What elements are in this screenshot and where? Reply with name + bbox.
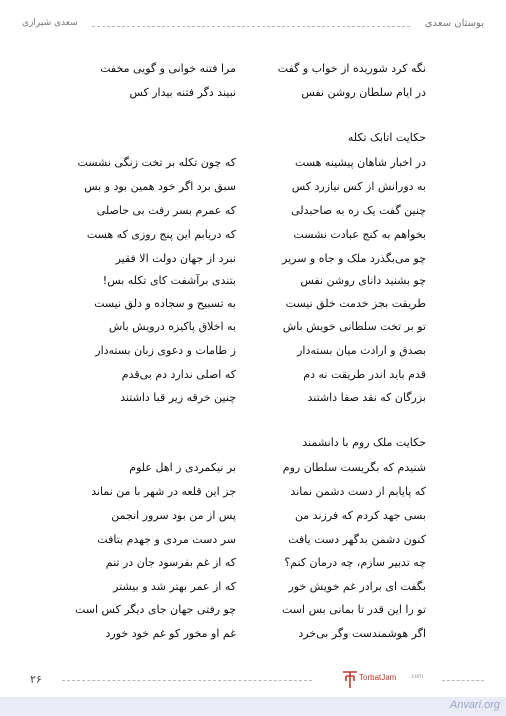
footer-divider [442,680,484,681]
logo-domain: .com [410,674,424,680]
verse-right: بسی جهد کردم که فرزند من [294,509,426,522]
verse-right: بزرگان که نقد صفا داشتند [307,391,426,404]
verse-right: تو را این قدر تا بمانی بس است [282,603,426,616]
verse-left: پس از من بود سرور انجمن [111,509,236,522]
verse-right: بصدق و ارادت میان بسته‌دار [297,344,426,357]
verse-left: سر دست مردی و جهدم بتافت [97,533,236,546]
verse-right: در اخبار شاهان پیشینه هست [295,156,426,169]
page-number: ۲۶ [30,673,42,686]
verse-right: چو بشنید دانای روشن نفس [300,274,426,287]
verse-left: بر نیکمردی ز اهل علوم [129,461,236,474]
verse-left: که عمرم بسر رفت بی حاصلی [96,204,236,217]
page-footer [22,673,484,687]
verse-left: جز این قلعه در شهر با من نماند [91,485,236,498]
verse-right: به دورانش از کس نیازرد کس [291,180,426,193]
verse-left: سبق برد اگر خود همین بود و بس [84,180,236,193]
verse-right: کنون دشمن بدگهر دست یافت [288,533,426,546]
running-header [22,18,484,34]
verse-right: چو می‌بگذرد ملک و جاه و سریر [282,252,426,265]
verse-right: بخواهم به کنج عبادت نشست [293,228,426,241]
verse-left: که چون تکله بر تخت زنگی نشست [77,156,236,169]
verse-left: مرا فتنه خوانی و گویی مخفت [100,62,236,75]
verse-right: طریقت بجز خدمت خلق نیست [285,297,426,310]
verse-right: که پایابم از دست دشمن نماند [290,485,426,498]
verse-right: نگه کرد شوریده از خواب و گفت [277,62,426,75]
verse-left: به تسبیح و سجاده و دلق نیست [94,297,236,310]
verse-right: بگفت ای برادر غم خویش خور [288,580,426,593]
verse-left: که از غم بفرسود جان در تنم [105,556,236,569]
watermark-bar [0,697,506,716]
header-divider [92,26,410,27]
verse-left: غم او مخور کو غم خود خورد [105,627,236,640]
verse-right: تو بر تخت سلطانی خویش باش [282,320,426,333]
verse-right: شنیدم که بگریست سلطان روم [282,461,426,474]
torbatjam-logo-icon [342,669,358,689]
verse-left: چو رفتی جهان جای دیگر کس است [74,603,236,616]
verse-left: ز طامات و دعوی زبان بسته‌دار [95,344,236,357]
author-name: سعدی شیرازی [22,18,78,28]
footer-divider [62,680,312,681]
verse-left: بتندی برآشفت کای تکله بس! [102,274,236,287]
verse-left: که دریابم این پنج روزی که هست [86,228,236,241]
verse-right: در ایام سلطان روشن نفس [301,86,426,99]
verse-left: نبرد از جهان دولت الا فقیر [115,252,236,265]
verse-left: چنین خرقه زیر قبا داشتند [120,391,236,404]
watermark-text: Anvari.org [449,699,500,711]
verse-left: به اخلاق پاکیزه درویش باش [108,320,236,333]
verse-right: اگر هوشمندست وگر بی‌خرد [298,627,426,640]
verse-left: نبیند دگر فتنه بیدار کس [129,86,236,99]
book-title: بوستان سعدی [424,18,484,29]
verse-right: چه تدبیر سازم، چه درمان کنم؟ [284,556,426,569]
verse-right: قدم باید اندر طریقت نه دم [303,368,426,381]
story-title: حکایت ملک روم با دانشمند [302,436,426,449]
verse-left: که از عمر بهتر شد و بیشتر [113,580,236,593]
verse-right: چنین گفت یک ره به صاحبدلی [291,204,426,217]
story-title: حکایت اتابک تکله [347,131,426,144]
logo-text: TorbatJam [359,673,397,682]
verse-left: که اصلی ندارد دم بی‌قدم [121,368,236,381]
